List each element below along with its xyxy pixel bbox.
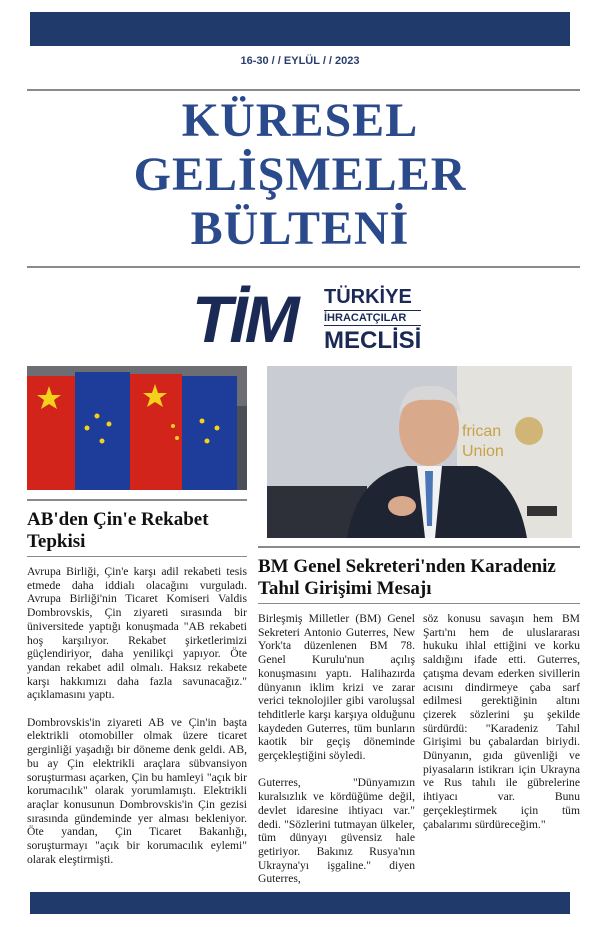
logo-text: İHRACATÇILAR	[324, 310, 421, 326]
divider	[258, 603, 580, 604]
china-eu-flags-image	[27, 366, 247, 490]
title-line: KÜRESEL	[181, 94, 419, 147]
article-body-column-2	[423, 612, 580, 845]
logo-text: MECLİSİ	[324, 327, 422, 354]
bottom-banner-bar	[30, 892, 570, 914]
divider	[27, 499, 247, 501]
divider	[258, 546, 580, 548]
divider	[27, 266, 580, 268]
article-body-column-1	[258, 612, 415, 900]
issue-date: 16-30 / / EYLÜL / / 2023	[240, 55, 360, 67]
newsletter-title	[0, 94, 600, 256]
paragraph: Guterres, "Dünyamızın kuralsızlık ve kördüğüme değil, devlet idaresine ihtiyacı var." dedi. "Sözlerini tutmayan ülkeler, tüm dünyayı güvensiz hale getiriyor. Bakınız Rusya'nın Ukrayna'yı işgaline." diyen Guterres,	[258, 776, 415, 886]
article-body	[27, 565, 247, 880]
divider	[27, 556, 247, 557]
paragraph: Birleşmiş Milletler (BM) Genel Sekreteri Antonio Guterres, New York'ta düzenlenen BM 78. Genel Kurulu'nun açılış konuşmasını yaptı. Halihazırda dünyanın iklim krizi ve zarar verici teknolojiler gibi varoluşsal tehditlerle karşı karşıya olduğunu kaydeden Guterres, tüm bunların kaotik bir geçiş döneminde gerçekleştiğini söyledi.	[258, 612, 415, 763]
paragraph: söz konusu savaşın hem BM Şartı'nı hem de uluslararası hukuku ihlal ettiğini ve korku saldığını ifade etti. Guterres, çatışma devam ederken sivillerin acısını dindirmeye çaba sarf edilmesi gerektiğinin altını çizerek sözlerini şu şekilde sürdürdü: "Karadeniz Tahıl Girişimi bu çabalardan biriydi. Dünyanın, gıda güvenliği ve piyasaların istikrarı için Ukrayna ve Rus tahılı ile gübrelerine ihtiyacı var. Bunu gerçekleştirmek için tüm çabalarımı sürdüreceğim."	[423, 612, 580, 831]
article-heading: AB'den Çin'e Rekabet Tepkisi	[27, 509, 209, 552]
logo-text: TÜRKİYE	[324, 286, 412, 308]
divider	[27, 89, 580, 91]
title-line: BÜLTENİ	[190, 202, 410, 255]
svg-text:frican: frican	[462, 423, 502, 440]
top-banner-bar	[30, 12, 570, 46]
logo-mark: TİM	[192, 282, 297, 356]
article-heading: BM Genel Sekreteri'nden Karadeniz Tahıl Girişimi Mesajı	[258, 556, 556, 599]
tim-logo	[192, 284, 422, 354]
paragraph: Dombrovskis'in ziyareti AB ve Çin'in başta elektrikli otomobiller olmak üzere ticaret gerginliği yaşadığı bir döneme denk geldi. AB, bu ay Çin elektrikli araçlara sübvansiyon soruşturması açarken, Çin bu hamleyi "açık bir korumacılık" olarak yorumlamıştı. Elektrikli araçlar konusunun Dombrovskis'in Çin gezisi sırasında gündeminde yer alması bekleniyor. Öte yandan, Çin Ticaret Bakanlığı, soruşturmayı "açık bir korumacılık eylemi" olarak eleştirmişti.	[27, 715, 247, 866]
antonio-guterres-photo	[267, 366, 572, 538]
title-line: GELİŞMELER	[133, 148, 467, 201]
svg-text:Union: Union	[462, 443, 504, 460]
paragraph: Avrupa Birliği, Çin'e karşı adil rekabeti tesis etmede daha iddialı olacağını vurguladı. Avrupa Birliği'nin Ticaret Komiseri Valdis Dombrovskis, Çin ziyareti sırasında bir üniversitede yaptığı konuşmada "AB rekabeti hoş karşılıyor. Rekabet şirketlerimizi güçlendiriyor, daha yenilikçi yapıyor. Öte yandan rekabet adil olmalı. Haksız rekabete karşı hakkımızı daha fazla savunacağız." açıklamasını yaptı.	[27, 565, 247, 702]
